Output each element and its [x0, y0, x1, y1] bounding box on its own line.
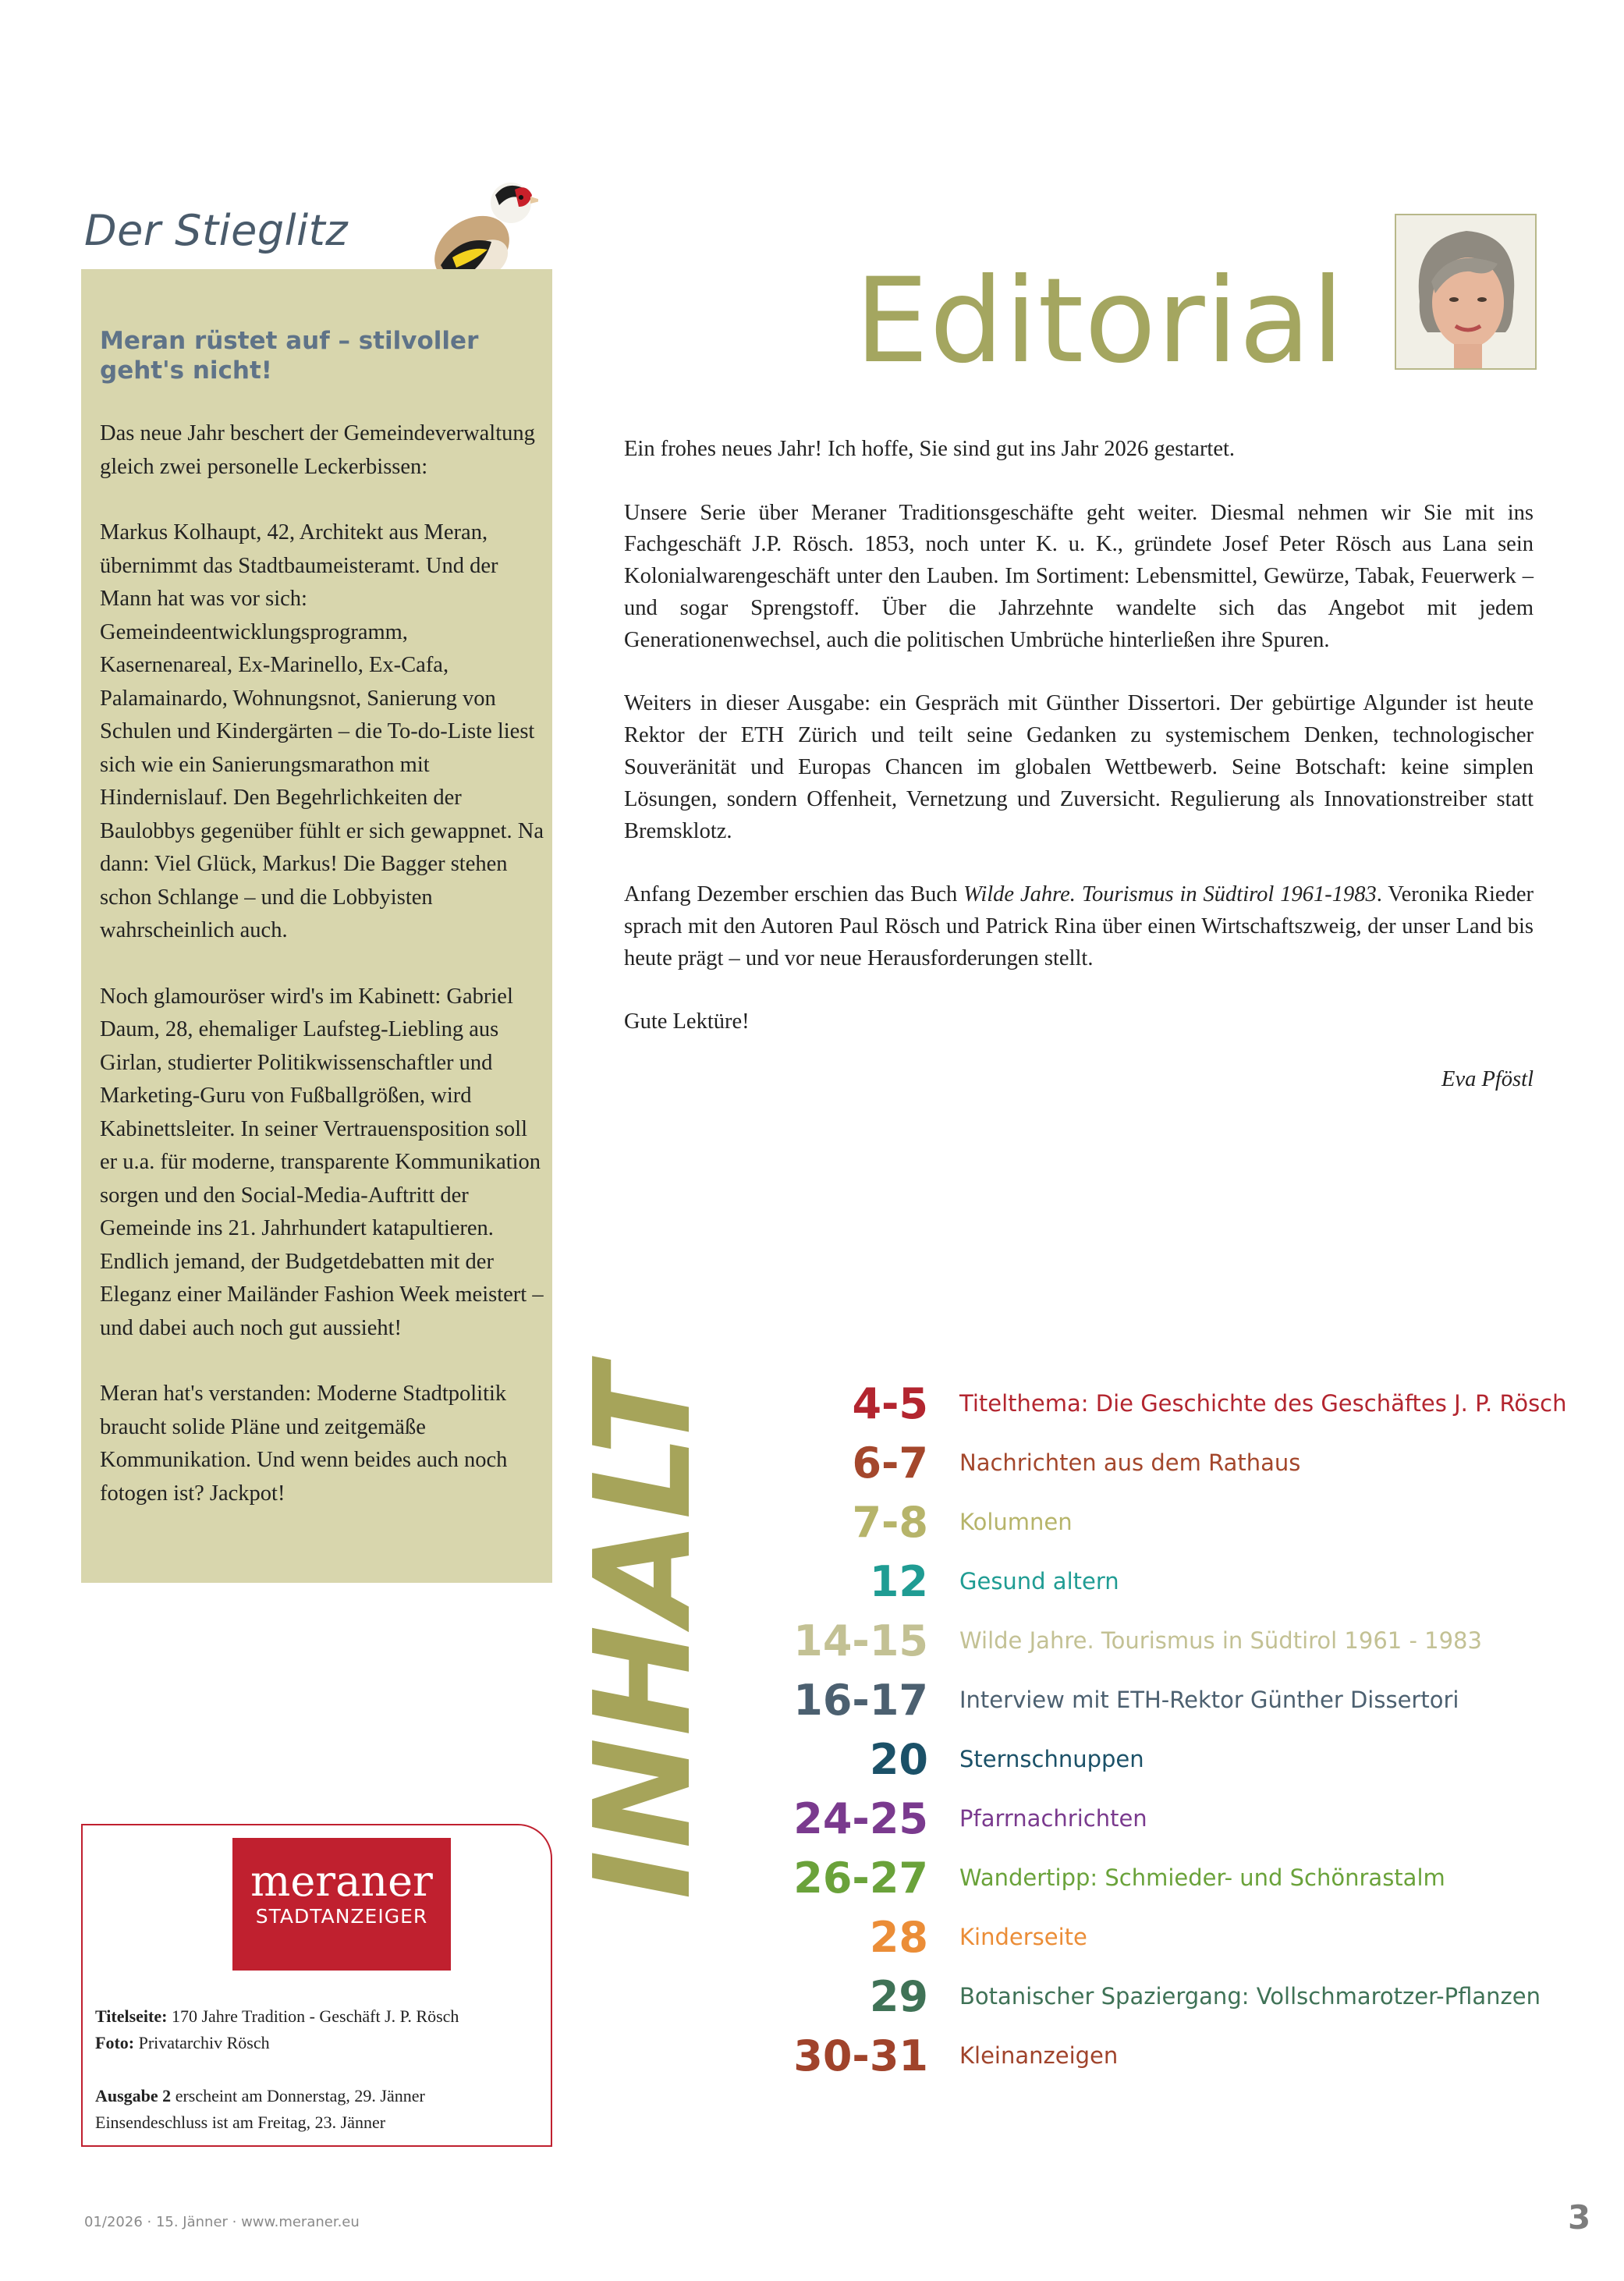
stieglitz-paragraph: Markus Kolhaupt, 42, Architekt aus Meran, übernimmt das Stadtbaumeisteramt. Und der Mann hat was vor sich: Gemeindeentwicklungsprogramm, Kasernenareal, Ex-Marinello, Ex-Cafa, Palamainardo, Wohnungsnot, Sanierung von Schulen und Kindergärten – die To-do-Liste liest sich wie ein Sanierungsmarathon mit Hindernislauf. Den Begehrlichkeiten der Baulobbys gegenüber fühlt er sich gewappnet. Na dann: Viel Glück, Markus! Die Bagger stehen schon Schlange – und die Lobbyisten wahrscheinlich auch.	[100, 520, 544, 942]
stieglitz-body-text	[100, 417, 544, 1543]
toc-item[interactable]	[749, 1495, 1537, 1555]
toc-item[interactable]	[749, 1910, 1537, 1970]
toc-item[interactable]	[749, 1614, 1537, 1673]
imprint-line	[95, 2003, 548, 2030]
toc-title: Botanischer Spaziergang: Vollschmarotzer-Pflanzen	[959, 1983, 1541, 2010]
toc-title: Titelthema: Die Geschichte des Geschäftes J. P. Rösch	[959, 1390, 1567, 1417]
toc-item[interactable]	[749, 1673, 1537, 1733]
toc-page-number: 24-25	[793, 1794, 928, 1843]
toc-page-number: 20	[869, 1735, 928, 1784]
stieglitz-headline: Meran rüstet auf – stilvoller geht's nicht!	[100, 327, 479, 385]
toc-title: Gesund altern	[959, 1568, 1119, 1595]
editorial-paragraph: Weiters in dieser Ausgabe: ein Gespräch mit Günther Dissertori. Der gebürtige Algunder ist heute Rektor der ETH Zürich und teilt seine Gedanken zu systemischem Denken, technologischer Souveränität und Europas Chancen im globalen Wettbewerb. Seine Botschaft: keine simplen Lösungen, sondern Offenheit, Vernetzung und Zuversicht. Regulierung als Innovationstreiber statt Bremsklotz.	[624, 691, 1534, 843]
editorial-signature: Eva Pföstl	[1441, 1067, 1534, 1091]
toc-page-number: 4-5	[852, 1379, 928, 1428]
imprint-label: Titelseite:	[95, 2006, 168, 2026]
editorial-title: Editorial	[854, 254, 1345, 389]
toc-page-number: 16-17	[793, 1676, 928, 1725]
editorial-paragraph: Ein frohes neues Jahr! Ich hoffe, Sie sind gut ins Jahr 2026 gestartet.	[624, 437, 1236, 461]
toc-item[interactable]	[749, 1555, 1537, 1614]
toc-title: Wandertipp: Schmieder- und Schönrastalm	[959, 1864, 1445, 1891]
toc-page-number: 28	[869, 1913, 928, 1962]
imprint-label: Foto:	[95, 2033, 135, 2052]
toc-item[interactable]	[749, 1436, 1537, 1495]
stieglitz-paragraph: Meran hat's verstanden: Moderne Stadtpolitik braucht solide Pläne und zeitgemäße Kommunikation. Und wenn beides auch noch fotogen ist? Jackpot!	[100, 1382, 508, 1506]
imprint-value: Privatarchiv Rösch	[134, 2033, 270, 2052]
stieglitz-paragraph: Das neue Jahr beschert der Gemeindeverwaltung gleich zwei personelle Leckerbissen:	[100, 421, 535, 479]
toc-title: Kinderseite	[959, 1924, 1087, 1950]
toc-item[interactable]	[749, 1970, 1541, 2029]
imprint-line	[95, 2030, 548, 2056]
toc-title: Kleinanzeigen	[959, 2042, 1119, 2069]
imprint-line	[95, 2083, 548, 2109]
stieglitz-paragraph: Noch glamouröser wird's im Kabinett: Gabriel Daum, 28, ehemaliger Laufsteg-Liebling aus Girlan, studierter Politikwissenschaftler und Marketing-Guru von Fußballgrößen, wird Kabinettsleiter. In seiner Vertrauensposition soll er u.a. für moderne, transparente Kommunikation sorgen und den Social-Media-Auftritt der Gemeinde ins 21. Jahrhundert katapultieren. Endlich jemand, der Budgetdebatten mit der Eleganz einer Mailänder Fashion Week meistert – und dabei auch noch gut aussieht!	[100, 984, 544, 1340]
editorial-text: . Veronika Rieder sprach mit den Autoren Paul Rösch und Patrick Rina über einen Wirtschaftszweig, der unser Land bis heute prägt – und vor neue Herausforderungen stellt.	[624, 882, 1534, 970]
editorial-body-text	[624, 434, 1534, 1070]
editorial-paragraph: Unsere Serie über Meraner Traditionsgeschäfte geht weiter. Diesmal nehmen wir Sie mit ins Fachgeschäft J.P. Rösch. 1853, noch unter K. u. K., gründete Josef Peter Rösch aus Lana sein Kolonialwarengeschäft unter den Lauben. Im Sortiment: Lebensmittel, Gewürze, Tabak, Feuerwerk – und sogar Sprengstoff. Über die Jahrzehnte wandelte sich das Angebot mit jedem Generationenwechsel, auch die politischen Umbrüche hinterließen ihre Spuren.	[624, 500, 1534, 652]
toc-title: Interview mit ETH-Rektor Günther Dissertori	[959, 1687, 1459, 1713]
inhalt-heading: INHALT	[566, 1363, 721, 1900]
footer-issue-info: 01/2026 · 15. Jänner · www.meraner.eu	[84, 2214, 360, 2230]
imprint-value: 170 Jahre Tradition - Geschäft J. P. Rösch	[167, 2006, 459, 2026]
author-portrait-illustration	[1396, 215, 1535, 368]
editorial-text: Anfang Dezember erschien das Buch	[624, 882, 964, 907]
logo-wordmark: meraner	[250, 1857, 433, 1906]
toc-title: Kolumnen	[959, 1509, 1073, 1535]
toc-page-number: 12	[869, 1557, 928, 1606]
editorial-paragraph: Gute Lektüre!	[624, 1009, 750, 1034]
stieglitz-column-title: Der Stieglitz	[84, 206, 349, 255]
toc-item[interactable]	[749, 1377, 1567, 1436]
imprint-value: erscheint am Donnerstag, 29. Jänner	[171, 2086, 425, 2105]
logo-subtitle: STADTANZEIGER	[255, 1905, 428, 1928]
toc-title: Sternschnuppen	[959, 1746, 1144, 1772]
book-title: Wilde Jahre. Tourismus in Südtirol 1961-1983	[963, 882, 1377, 907]
toc-page-number: 26-27	[793, 1854, 928, 1903]
imprint-label: Ausgabe 2	[95, 2086, 172, 2105]
editorial-paragraph	[624, 879, 1534, 974]
toc-title: Nachrichten aus dem Rathaus	[959, 1449, 1301, 1476]
toc-page-number: 30-31	[793, 2031, 928, 2081]
toc-item[interactable]	[749, 2029, 1537, 2088]
toc-item[interactable]	[749, 1733, 1537, 1792]
page-number: 3	[1568, 2198, 1591, 2237]
toc-page-number: 14-15	[793, 1616, 928, 1666]
toc-page-number: 7-8	[852, 1498, 928, 1547]
toc-item[interactable]	[749, 1851, 1537, 1910]
toc-title: Wilde Jahre. Tourismus in Südtirol 1961 - 1983	[959, 1627, 1482, 1654]
author-portrait	[1395, 214, 1537, 370]
toc-page-number: 6-7	[852, 1438, 928, 1488]
imprint-text	[95, 2003, 548, 2136]
imprint-line: Einsendeschluss ist am Freitag, 23. Jänner	[95, 2112, 386, 2132]
toc-page-number: 29	[869, 1972, 928, 2021]
toc-item[interactable]	[749, 1792, 1537, 1851]
toc-title: Pfarrnachrichten	[959, 1805, 1147, 1832]
